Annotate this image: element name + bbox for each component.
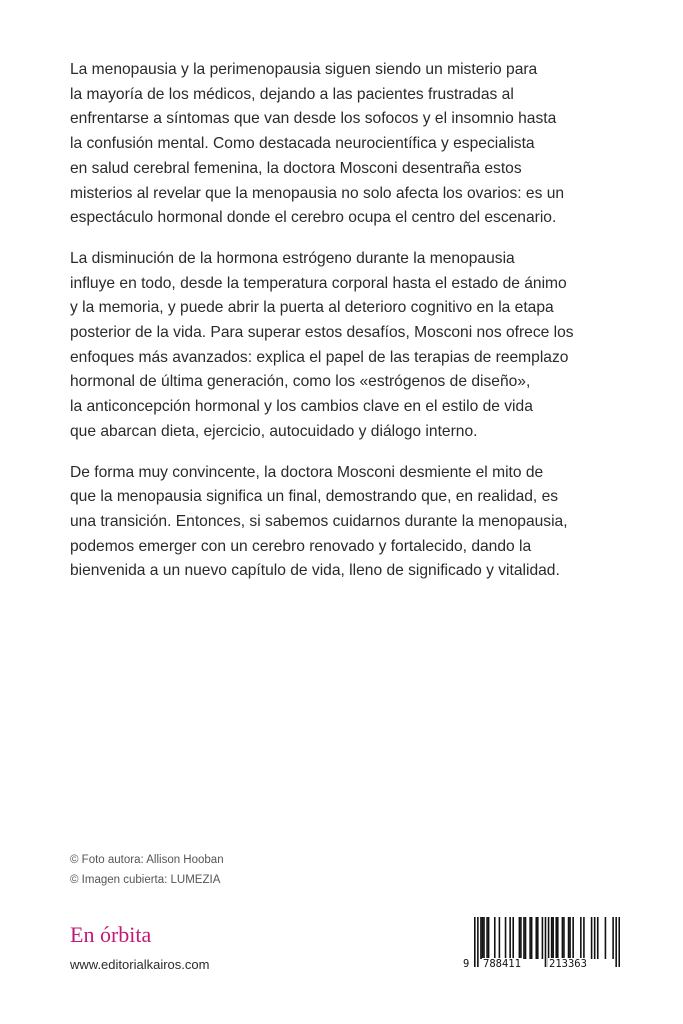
barcode-bar bbox=[562, 917, 564, 959]
text-line: misterios al revelar que la menopausia no solo afecta los ovarios: es un bbox=[70, 184, 565, 202]
text-line: en salud cerebral femenina, la doctora Mosconi desentraña estos bbox=[70, 159, 522, 177]
cover-credit: © Imagen cubierta: LUMEZIA bbox=[70, 874, 221, 886]
barcode-bar bbox=[520, 917, 522, 959]
text-line: La menopausia y la perimenopausia siguen siendo un misterio para bbox=[70, 61, 538, 78]
text-line: que la menopausia significa un final, demostrando que, en realidad, es bbox=[70, 488, 559, 506]
text-line: la anticoncepción hormonal y los cambios clave en el estilo de vida bbox=[70, 398, 533, 416]
barcode-bar bbox=[494, 917, 496, 959]
isbn-digits-left: 788411 bbox=[483, 958, 521, 970]
barcode-bar bbox=[583, 917, 585, 959]
image-credits bbox=[70, 850, 224, 890]
barcode-bar bbox=[523, 917, 525, 959]
text-line: y la memoria, y puede abrir la puerta al deterioro cognitivo en la etapa bbox=[70, 299, 554, 317]
barcode-bar bbox=[505, 917, 507, 959]
text-line: hormonal de última generación, como los «estrógenos de diseño», bbox=[70, 373, 531, 391]
text-line: influye en todo, desde la temperatura corporal hasta el estado de ánimo bbox=[70, 274, 567, 292]
barcode-bars bbox=[474, 917, 620, 997]
barcode-bar bbox=[555, 917, 557, 959]
barcode-bar bbox=[531, 917, 533, 959]
barcode-bar bbox=[551, 917, 553, 959]
barcode-bar bbox=[537, 917, 539, 959]
paragraph-3 bbox=[70, 461, 630, 585]
text-line: posterior de la vida. Para superar estos desafíos, Mosconi nos ofrece los bbox=[70, 324, 574, 342]
barcode-bar bbox=[597, 917, 599, 959]
barcode-bar bbox=[580, 917, 582, 959]
text-line: enfrentarse a síntomas que van desde los sofocos y el insomnio hasta bbox=[70, 110, 557, 128]
barcode-bar bbox=[552, 917, 554, 959]
barcode-bar bbox=[568, 917, 570, 959]
isbn-digits-right: 213363 bbox=[549, 958, 587, 970]
text-line: espectáculo hormonal donde el cerebro ocupa el centro del escenario. bbox=[70, 209, 557, 227]
text-line: De forma muy convincente, la doctora Mosconi desmiente el mito de bbox=[70, 463, 544, 481]
barcode-bar bbox=[509, 917, 511, 959]
text-line: que abarcan dieta, ejercicio, autocuidado y diálogo interno. bbox=[70, 422, 478, 440]
text-line: la mayoría de los médicos, dejando a las pacientes frustradas al bbox=[70, 85, 514, 103]
barcode-bar bbox=[529, 917, 531, 959]
text-line: bienvenida a un nuevo capítulo de vida, lleno de significado y vitalidad. bbox=[70, 562, 560, 580]
publisher-website[interactable]: www.editorialkairos.com bbox=[70, 957, 210, 972]
barcode-bar bbox=[525, 917, 527, 959]
barcode-bar bbox=[519, 917, 521, 959]
barcode-bar bbox=[480, 917, 482, 959]
back-cover-synopsis bbox=[70, 58, 630, 600]
barcode-bar bbox=[612, 917, 614, 959]
barcode-bar bbox=[488, 917, 490, 959]
paragraph-2 bbox=[70, 247, 630, 445]
isbn-barcode bbox=[474, 917, 620, 997]
text-line: La disminución de la hormona estrógeno durante la menopausia bbox=[70, 249, 515, 267]
barcode-bar bbox=[557, 917, 559, 959]
text-line: una transición. Entonces, si sabemos cuidarnos durante la menopausia, bbox=[70, 512, 568, 530]
paragraph-1 bbox=[70, 58, 630, 231]
barcode-bar bbox=[483, 917, 485, 959]
barcode-bar bbox=[605, 917, 607, 959]
barcode-bar bbox=[499, 917, 501, 959]
barcode-bar bbox=[535, 917, 537, 959]
barcode-bar bbox=[591, 917, 593, 959]
isbn-digit-first: 9 bbox=[463, 958, 470, 970]
text-line: enfoques más avanzados: explica el papel de las terapias de reemplazo bbox=[70, 348, 569, 366]
barcode-bar bbox=[594, 917, 596, 959]
barcode-bar bbox=[482, 917, 484, 959]
barcode-bar bbox=[542, 917, 544, 959]
collection-name: En órbita bbox=[70, 922, 152, 947]
text-line: la confusión mental. Como destacada neurocientífica y especialista bbox=[70, 135, 535, 153]
barcode-bar bbox=[512, 917, 514, 959]
text-line: podemos emerger con un cerebro renovado y fortalecido, dando la bbox=[70, 537, 532, 555]
barcode-bar bbox=[569, 917, 571, 959]
barcode-bar bbox=[572, 917, 574, 959]
photo-credit: © Foto autora: Allison Hooban bbox=[70, 854, 224, 866]
barcode-bar bbox=[563, 917, 565, 959]
isbn-digits bbox=[462, 958, 622, 974]
barcode-bar bbox=[486, 917, 488, 959]
